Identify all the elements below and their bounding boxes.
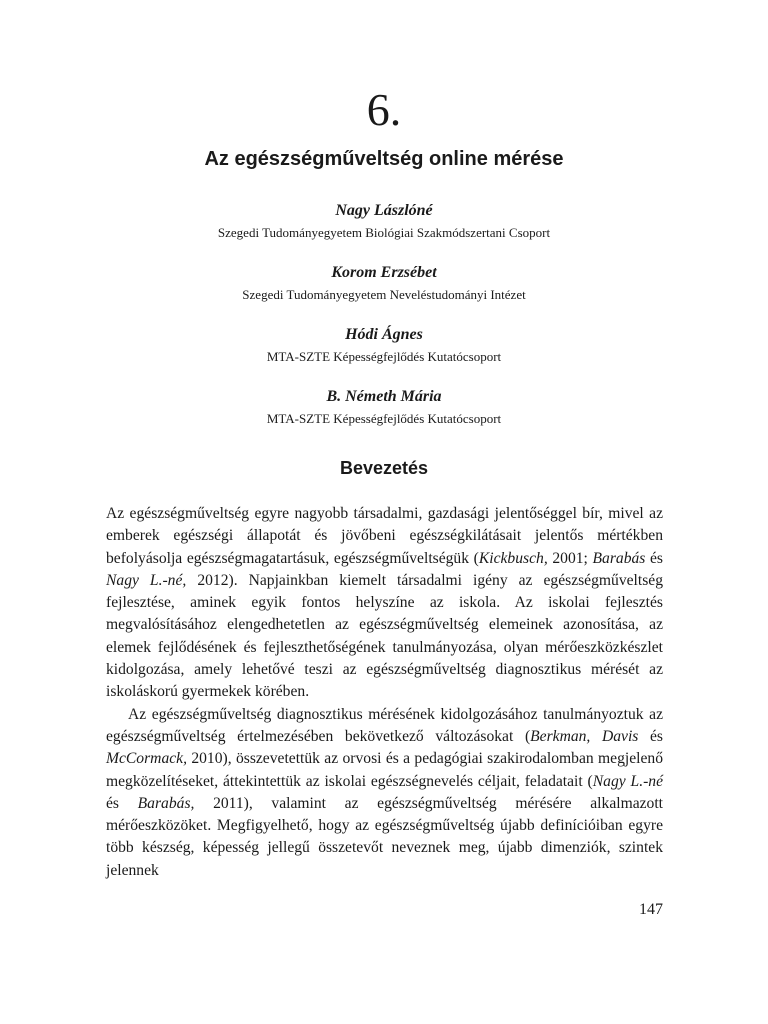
- author-name: Korom Erzsébet: [331, 264, 437, 281]
- text-run: Az egészségműveltség egyre nagyobb társadalmi, gazdasági jelentőséggel bír, mivel az emberek egészségi állapotát és jövőbeni egészségkilátásait jelentős mértékben befolyásolja egészségmagatartásuk, egészségműveltségük (: [106, 505, 663, 567]
- author-affiliation: Szegedi Tudományegyetem Neveléstudományi Intézet: [242, 287, 526, 302]
- text-run: 2011), valamint az egészségműveltség mérésére alkalmazott mérőeszközöket. Megfigyelhető, hogy az egészségműveltség újabb definícióiban egyre több készség, képesség jellegű összetevőt neveznek meg, újabb dimenziók, szintek jelennek: [106, 794, 664, 879]
- text-run: 2010), összevetettük az orvosi és a pedagógiai szakirodalomban megjelenő megközelítéseket, áttekintettük az iskolai egészségnevelés céljait, feladatait (: [106, 750, 663, 790]
- author-affiliation: Szegedi Tudományegyetem Biológiai Szakmódszertani Csoport: [217, 225, 551, 240]
- author-block: [0, 325, 768, 367]
- paragraph: [106, 704, 663, 882]
- paragraph: [106, 503, 663, 704]
- citation-author: Berkman, Davis: [530, 727, 639, 745]
- author-affiliation: MTA-SZTE Képességfejlődés Kutatócsoport: [266, 411, 502, 426]
- text-run: és: [645, 549, 663, 567]
- author-block: [0, 387, 768, 429]
- citation-author: Nagy L.-né: [592, 772, 664, 790]
- citation-author: Kickbusch,: [478, 549, 548, 567]
- citation-author: Barabás: [592, 549, 646, 567]
- author-name: B. Németh Mária: [326, 388, 442, 405]
- author-block: [0, 263, 768, 305]
- author-name: Hódi Ágnes: [345, 326, 423, 343]
- chapter-title: Az egészségműveltség online mérése: [204, 148, 564, 170]
- author-affiliation: MTA-SZTE Képességfejlődés Kutatócsoport: [266, 349, 502, 364]
- citation-author: Nagy L.-né,: [106, 571, 187, 589]
- text-run: és: [638, 727, 663, 745]
- page-number: 147: [639, 901, 663, 918]
- citation-author: Barabás,: [137, 794, 195, 812]
- text-run: 2001;: [547, 549, 593, 567]
- text-run: Az egészségműveltség diagnosztikus mérésének kidolgozásához tanulmányoztuk az egészségműveltség értelmezésében bekövetkező változásokat (: [106, 705, 663, 745]
- citation-author: McCormack,: [106, 750, 187, 768]
- author-name: Nagy Lászlóné: [335, 202, 433, 219]
- body-text: [106, 503, 663, 882]
- section-heading: Bevezetés: [339, 458, 429, 478]
- text-run: és: [106, 794, 138, 812]
- author-block: [0, 201, 768, 243]
- chapter-number: 6.: [366, 84, 402, 135]
- text-run: 2012). Napjainkban kiemelt társadalmi igény az egészségműveltség fejlesztése, aminek egyik fontos helyszíne az iskola. Az iskolai fejlesztés megvalósításához elengedhetetlen az egészségműveltség elemeinek azonosítása, az elemek fejlődésének és fejleszthetőségének tanulmányozása, olyan mérőeszközkészlet kidolgozása, amely lehetővé teszi az egészségműveltség diagnosztikus mérését az iskoláskorú gyermekek körében.: [106, 571, 663, 701]
